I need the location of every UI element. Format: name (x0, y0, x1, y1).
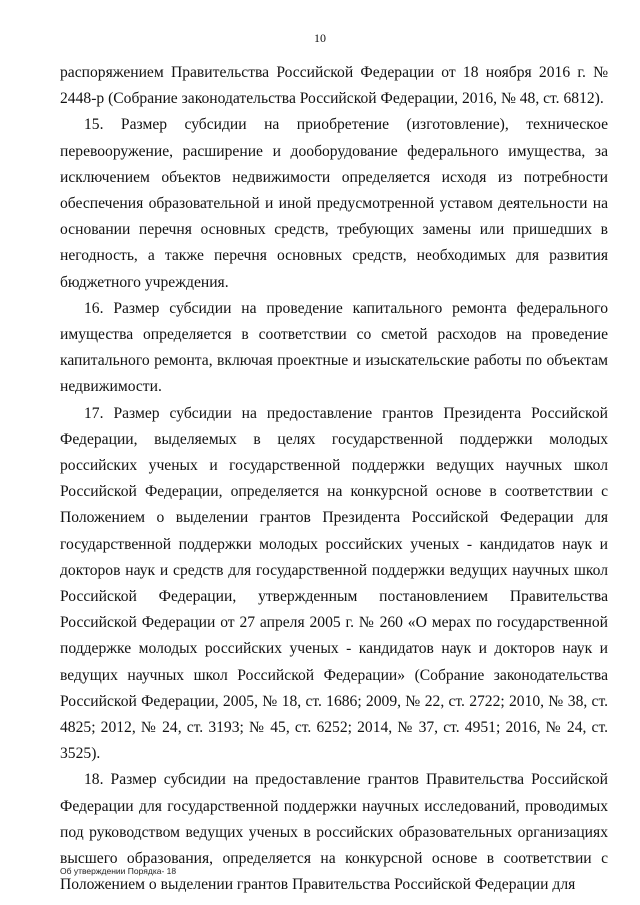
paragraph-15: 15. Размер субсидии на приобретение (изготовление), техническое перевооружение, расширение и дооборудование федерального имущества, за исключением объектов недвижимости определяется исходя из потребности обеспечения образовательной и иной предусмотренной уставом деятельности на основании перечня основных средств, требующих замены или пришедших в негодность, а также перечня основных средств, необходимых для развития бюджетного учреждения. (60, 116, 608, 291)
paragraph-16: 16. Размер субсидии на проведение капитального ремонта федерального имущества определяется в соответствии со сметой расходов на проведение капитального ремонта, включая проектные и изыскательские работы по объектам недвижимости. (60, 299, 608, 396)
page-number: 10 (314, 31, 326, 45)
footer-note: Об утверждении Порядка- 18 (60, 866, 177, 876)
paragraph-18: 18. Размер субсидии на предоставление грантов Правительства Российской Федерации для государственной поддержки научных исследований, проводимых под руководством ведущих ученых в российских образовательных организациях высшего образования, определяется на конкурсной основе в соответствии с Положением о выделении грантов Правительства Российской Федерации для (60, 771, 608, 894)
document-body (60, 60, 608, 899)
paragraph-17: 17. Размер субсидии на предоставление грантов Президента Российской Федерации, выделяемых в целях государственной поддержки молодых российских ученых и государственной поддержки ведущих научных школ Российской Федерации, определяется на конкурсной основе в соответствии с Положением о выделении грантов Президента Российской Федерации для государственной поддержки молодых российских ученых - кандидатов наук и докторов наук и средств для государственной поддержки ведущих научных школ Российской Федерации, утвержденным постановлением Правительства Российской Федерации от 27 апреля 2005 г. № 260 «О мерах по государственной поддержке молодых российских ученых - кандидатов наук и докторов наук и ведущих научных школ Российской Федерации» (Собрание законодательства Российской Федерации, 2005, № 18, ст. 1686; 2009, № 22, ст. 2722; 2010, № 38, ст. 4825; 2012, № 24, ст. 3193; № 45, ст. 6252; 2014, № 37, ст. 4951; 2016, № 24, ст. 3525). (60, 404, 608, 763)
paragraph-continuation: распоряжением Правительства Российской Федерации от 18 ноября 2016 г. № 2448-р (Собрание законодательства Российской Федерации, 2016, № 48, ст. 6812). (60, 64, 608, 108)
